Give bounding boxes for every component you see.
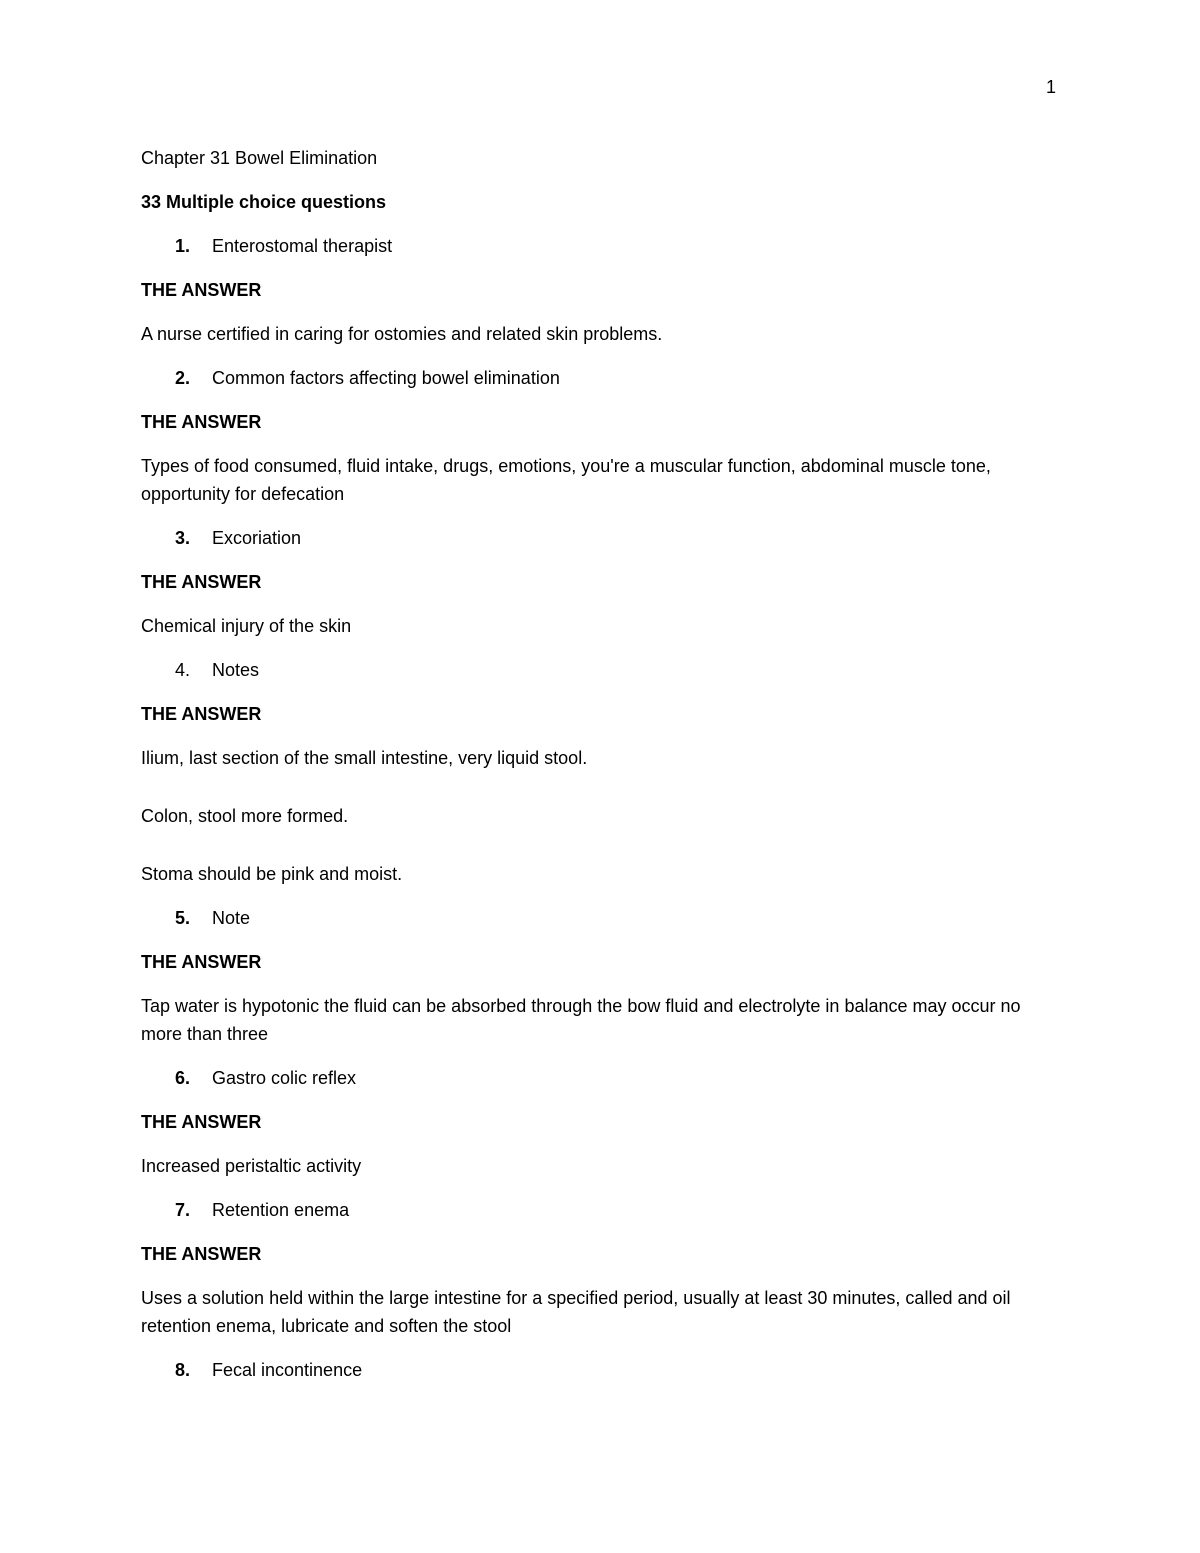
chapter-title: Chapter 31 Bowel Elimination xyxy=(141,148,378,168)
answer-text: Tap water is hypotonic the fluid can be absorbed through the bow fluid and electrolyte in balance may occur no more than three xyxy=(141,996,1021,1044)
question-text: Gastro colic reflex xyxy=(212,1068,357,1088)
page-number: 1 xyxy=(1046,77,1057,97)
question-number: 6. xyxy=(175,1068,191,1088)
question-item xyxy=(141,904,1061,932)
question-number: 1. xyxy=(175,236,191,256)
answer-label: THE ANSWER xyxy=(141,412,262,432)
question-item xyxy=(141,656,1061,684)
answer-label: THE ANSWER xyxy=(141,1244,262,1264)
answer-label: THE ANSWER xyxy=(141,1112,262,1132)
question-text: Notes xyxy=(212,660,260,680)
question-text: Fecal incontinence xyxy=(212,1360,363,1380)
answer-text: Increased peristaltic activity xyxy=(141,1156,362,1176)
question-number: 2. xyxy=(175,368,191,388)
question-number: 8. xyxy=(175,1360,191,1380)
answer-label: THE ANSWER xyxy=(141,952,262,972)
answer-text: Ilium, last section of the small intestine, very liquid stool. xyxy=(141,748,588,768)
answer-label: THE ANSWER xyxy=(141,280,262,300)
question-text: Common factors affecting bowel elimination xyxy=(212,368,560,388)
question-number: 3. xyxy=(175,528,191,548)
answer-label: THE ANSWER xyxy=(141,572,262,592)
question-item xyxy=(141,1356,1061,1384)
question-text: Note xyxy=(212,908,251,928)
document-body xyxy=(141,144,1061,1400)
question-item xyxy=(141,364,1061,392)
question-text: Retention enema xyxy=(212,1200,350,1220)
answer-text: Uses a solution held within the large intestine for a specified period, usually at least 30 minutes, called and oil retention enema, lubricate and soften the stool xyxy=(141,1288,1011,1336)
question-text: Enterostomal therapist xyxy=(212,236,393,256)
question-text: Excoriation xyxy=(212,528,302,548)
question-item xyxy=(141,232,1061,260)
answer-label: THE ANSWER xyxy=(141,704,262,724)
question-number: 4. xyxy=(175,660,191,680)
answer-text: Chemical injury of the skin xyxy=(141,616,352,636)
question-item xyxy=(141,1196,1061,1224)
question-number: 5. xyxy=(175,908,191,928)
question-item xyxy=(141,524,1061,552)
answer-text: Types of food consumed, fluid intake, drugs, emotions, you're a muscular function, abdominal muscle tone, opportunity for defecation xyxy=(141,456,991,504)
question-item xyxy=(141,1064,1061,1092)
answer-text: Stoma should be pink and moist. xyxy=(141,864,403,884)
answer-text: Colon, stool more formed. xyxy=(141,806,349,826)
answer-text: A nurse certified in caring for ostomies and related skin problems. xyxy=(141,324,663,344)
question-number: 7. xyxy=(175,1200,191,1220)
section-subtitle: 33 Multiple choice questions xyxy=(141,192,387,212)
